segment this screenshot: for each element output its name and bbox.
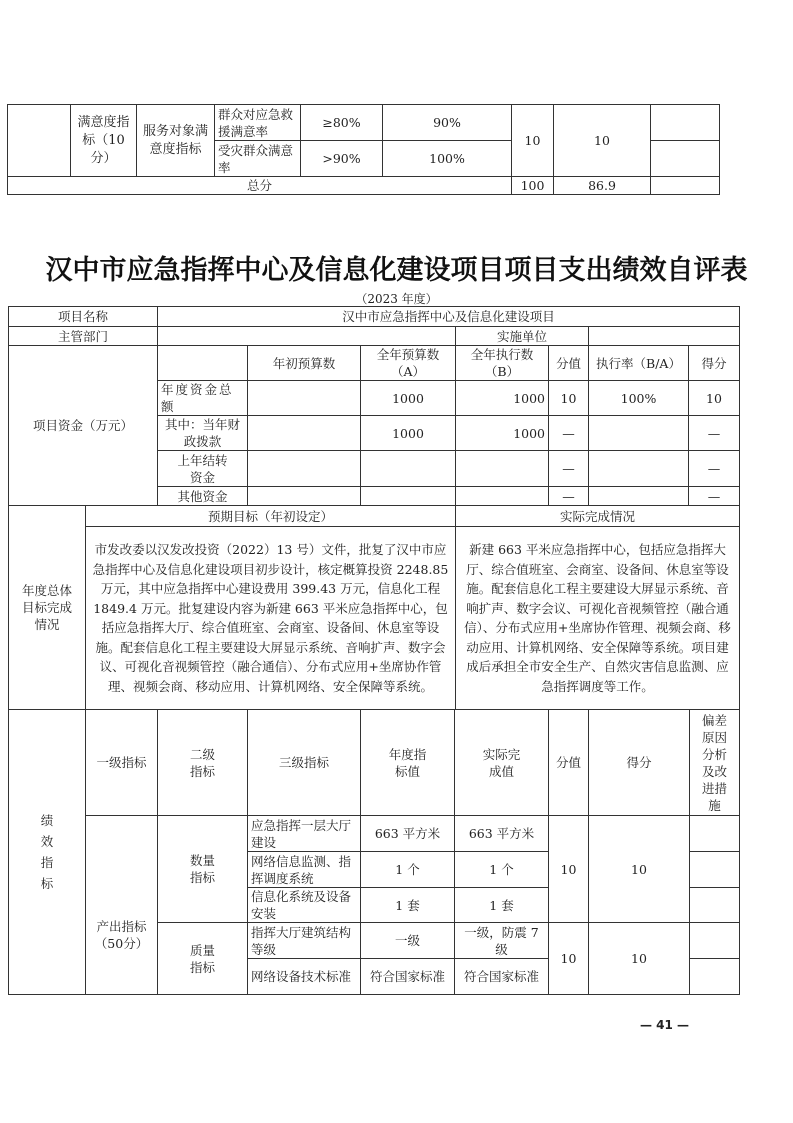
funds-header-empty <box>157 345 248 381</box>
prev-deviation <box>650 140 720 177</box>
dept-label: 主管部门 <box>8 326 158 346</box>
ind-target: 663 平方米 <box>360 815 455 852</box>
dept-value <box>157 326 456 346</box>
funds-a: 1000 <box>360 380 456 416</box>
funds-value: 10 <box>548 380 589 416</box>
indicators-label: 绩效指标 <box>8 709 86 995</box>
funds-value: — <box>548 486 589 506</box>
funds-initial <box>247 380 361 416</box>
goals-actual-header: 实际完成情况 <box>455 505 740 527</box>
funds-score: — <box>688 415 740 451</box>
funds-score: — <box>688 486 740 506</box>
ind-deviation <box>689 958 740 995</box>
prev-target: >90% <box>300 140 383 177</box>
prev-score-value: 10 <box>511 104 554 177</box>
funds-b <box>455 450 549 487</box>
funds-value: — <box>548 450 589 487</box>
funds-header: 执行率（B/A） <box>588 345 689 381</box>
funds-a <box>360 486 456 506</box>
ind-level2: 质量指标 <box>157 922 248 995</box>
funds-header: 得分 <box>688 345 740 381</box>
funds-b <box>455 486 549 506</box>
goals-label: 年度总体目标完成情况 <box>8 505 86 710</box>
funds-header: 分值 <box>548 345 589 381</box>
funds-row-name: 上年结转资金 <box>157 450 248 487</box>
prev-level2: 服务对象满意度指标 <box>136 104 215 177</box>
goals-actual: 新建 663 平米应急指挥中心，包括应急指挥大厅、综合值班室、会商室、设备间、休息室等设施。配套信息化工程主要建设大屏显示系统、音响扩声、数字会议、可视化音视频管控（融合通信）、分布式应用+坐席协作管理、视频会商、移动应用、计算机网络、安全保障等系统。项目建成后承担全市安全生产、自然灾害信息监测、应急指挥调度等工作。 <box>455 526 740 710</box>
prev-actual: 90% <box>382 104 512 141</box>
page-number: — 41 — <box>640 1018 690 1032</box>
funds-initial <box>247 450 361 487</box>
ind-header: 实际完成值 <box>454 709 549 816</box>
ind-actual: 符合国家标准 <box>454 958 549 995</box>
ind-header: 三级指标 <box>247 709 361 816</box>
ind-name: 网络信息监测、指挥调度系统 <box>247 851 361 888</box>
funds-b: 1000 <box>455 415 549 451</box>
ind-name: 信息化系统及设备安装 <box>247 887 361 923</box>
funds-rate <box>588 415 689 451</box>
impl-value <box>588 326 740 346</box>
prev-actual: 100% <box>382 140 512 177</box>
funds-initial <box>247 415 361 451</box>
ind-deviation <box>689 815 740 852</box>
ind-deviation <box>689 922 740 959</box>
prev-level1: 满意度指标（10分） <box>70 104 137 177</box>
funds-a <box>360 450 456 487</box>
project-name: 汉中市应急指挥中心及信息化建设项目 <box>157 306 740 327</box>
prev-total-label: 总分 <box>7 176 512 195</box>
ind-header: 分值 <box>548 709 589 816</box>
ind-actual: 663 平方米 <box>454 815 549 852</box>
funds-score: — <box>688 450 740 487</box>
page-title: 汉中市应急指挥中心及信息化建设项目项目支出绩效自评表 <box>45 255 748 286</box>
ind-target: 符合国家标准 <box>360 958 455 995</box>
funds-value: — <box>548 415 589 451</box>
funds-initial <box>247 486 361 506</box>
ind-name: 应急指挥一层大厅建设 <box>247 815 361 852</box>
ind-target: 1 个 <box>360 851 455 888</box>
prev-score: 10 <box>553 104 651 177</box>
goals-expected: 市发改委以汉发改投资（2022）13 号）文件，批复了汉中市应急指挥中心及信息化建设项目初步设计，核定概算投资 2248.85 万元，其中应急指挥中心建设费用 399.43 万元，信息化工程 1849.4 万元。批复建设内容为新建 663 平米应急指挥中心，包括应急指挥大厅、综合值班室、会商室、设备间、休息室等设施。配套信息化工程主要建设大屏显示系统、音响扩声、数字会议、可视化音视频管控（融合通信）、分布式应用+坐席协作管理、视频会商、移动应用、计算机网络、安全保障等系统。 <box>85 526 456 710</box>
ind-target: 1 套 <box>360 887 455 923</box>
ind-actual: 一级，防震 7 级 <box>454 922 549 959</box>
ind-name: 指挥大厅建筑结构等级 <box>247 922 361 959</box>
prev-total-deviation <box>650 176 720 195</box>
funds-header: 全年执行数（B） <box>455 345 549 381</box>
prev-deviation <box>650 104 720 141</box>
goals-expected-header: 预期目标（年初设定） <box>85 505 456 527</box>
funds-rate <box>588 486 689 506</box>
ind-actual: 1 个 <box>454 851 549 888</box>
ind-name: 网络设备技术标准 <box>247 958 361 995</box>
funds-row-name: 其中：当年财政拨款 <box>157 415 248 451</box>
prev-total-score: 86.9 <box>553 176 651 195</box>
ind-value: 10 <box>548 922 589 995</box>
ind-header: 得分 <box>588 709 690 816</box>
funds-header: 全年预算数（A） <box>360 345 456 381</box>
ind-header: 年度指标值 <box>360 709 455 816</box>
prev-target: ≥80% <box>300 104 383 141</box>
ind-level1: 产出指标（50分） <box>85 815 158 995</box>
funds-score: 10 <box>688 380 740 416</box>
prev-indicator: 受灾群众满意率 <box>214 140 301 177</box>
ind-deviation <box>689 851 740 888</box>
project-name-label: 项目名称 <box>8 306 158 327</box>
ind-score: 10 <box>588 922 690 995</box>
funds-b: 1000 <box>455 380 549 416</box>
funds-a: 1000 <box>360 415 456 451</box>
ind-score: 10 <box>588 815 690 923</box>
ind-header: 二级指标 <box>157 709 248 816</box>
funds-rate: 100% <box>588 380 689 416</box>
ind-actual: 1 套 <box>454 887 549 923</box>
ind-deviation <box>689 887 740 923</box>
prev-indicator: 群众对应急救援满意率 <box>214 104 301 141</box>
ind-target: 一级 <box>360 922 455 959</box>
ind-level2: 数量指标 <box>157 815 248 923</box>
report-year: （2023 年度） <box>355 292 438 306</box>
ind-value: 10 <box>548 815 589 923</box>
funds-label: 项目资金（万元） <box>8 345 158 506</box>
prev-total-value: 100 <box>511 176 554 195</box>
funds-row-name: 年度资金总额 <box>157 380 248 416</box>
funds-rate <box>588 450 689 487</box>
ind-header: 偏差原因分析及改进措施 <box>689 709 740 816</box>
funds-header: 年初预算数 <box>247 345 361 381</box>
impl-label: 实施单位 <box>455 326 589 346</box>
funds-row-name: 其他资金 <box>157 486 248 506</box>
ind-header: 一级指标 <box>85 709 158 816</box>
prev-empty-cell <box>7 104 71 177</box>
